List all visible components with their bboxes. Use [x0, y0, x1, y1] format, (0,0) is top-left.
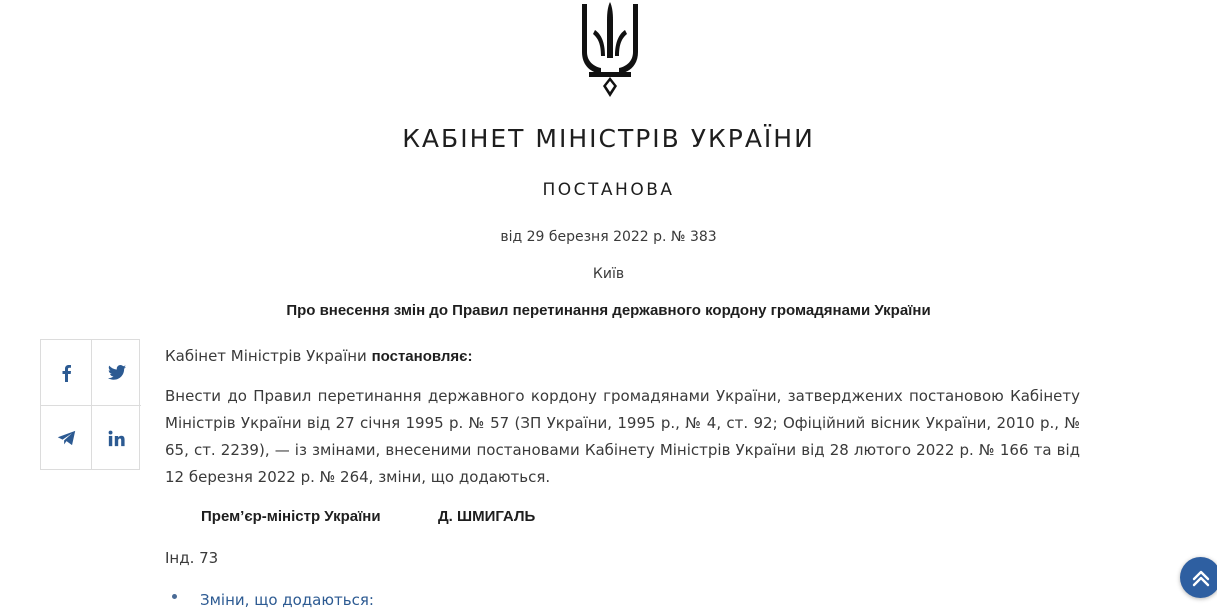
signature-role: Прем’єр-міністр України — [201, 508, 381, 525]
twitter-icon — [108, 365, 126, 380]
intro-text: Кабінет Міністрів України — [165, 347, 372, 365]
organization-title: КАБІНЕТ МІНІСТРІВ УКРАЇНИ — [402, 124, 815, 153]
attachments-list — [172, 591, 374, 609]
document-index: Інд. 73 — [165, 549, 219, 567]
share-telegram-button[interactable] — [41, 405, 91, 470]
share-linkedin-button[interactable] — [91, 405, 141, 470]
intro-line — [165, 343, 1080, 370]
share-facebook-button[interactable] — [41, 340, 91, 405]
facebook-icon — [60, 364, 72, 382]
linkedin-icon — [108, 430, 125, 447]
body-paragraph: Внести до Правил перетинання державного кордону громадянами України, затверджених постановою Кабінету Міністрів України від 27 січня 1995 р. № 57 (ЗП України, 1995 р., № 4, ст. 92; Офіційний вісник України, 2010 р., № 65, ст. 2239), — із змінами, внесеними постановами Кабінету Міністрів України від 28 лютого 2022 р. № 166 та від 12 березня 2022 р. № 264, зміни, що додаються. — [165, 387, 1080, 486]
share-twitter-button[interactable] — [91, 340, 141, 405]
document-date-number: від 29 березня 2022 р. № 383 — [500, 229, 717, 245]
signature-block — [201, 508, 535, 525]
document-city: Київ — [592, 266, 625, 282]
coat-of-arms-emblem — [579, 0, 641, 98]
chevron-up-icon — [1189, 566, 1213, 590]
share-panel — [40, 339, 140, 470]
signature-name: Д. ШМИГАЛЬ — [438, 508, 536, 525]
intro-bold: постановляє: — [371, 348, 473, 365]
list-bullet — [172, 594, 177, 599]
attachment-link[interactable]: Зміни, що додаються: — [200, 591, 374, 609]
document-type: ПОСТАНОВА — [542, 180, 675, 200]
scroll-to-top-button[interactable] — [1180, 557, 1217, 598]
document-heading: Про внесення змін до Правил перетинання державного кордону громадянами України — [286, 302, 931, 319]
telegram-icon — [57, 430, 76, 446]
document-body — [165, 343, 1080, 486]
